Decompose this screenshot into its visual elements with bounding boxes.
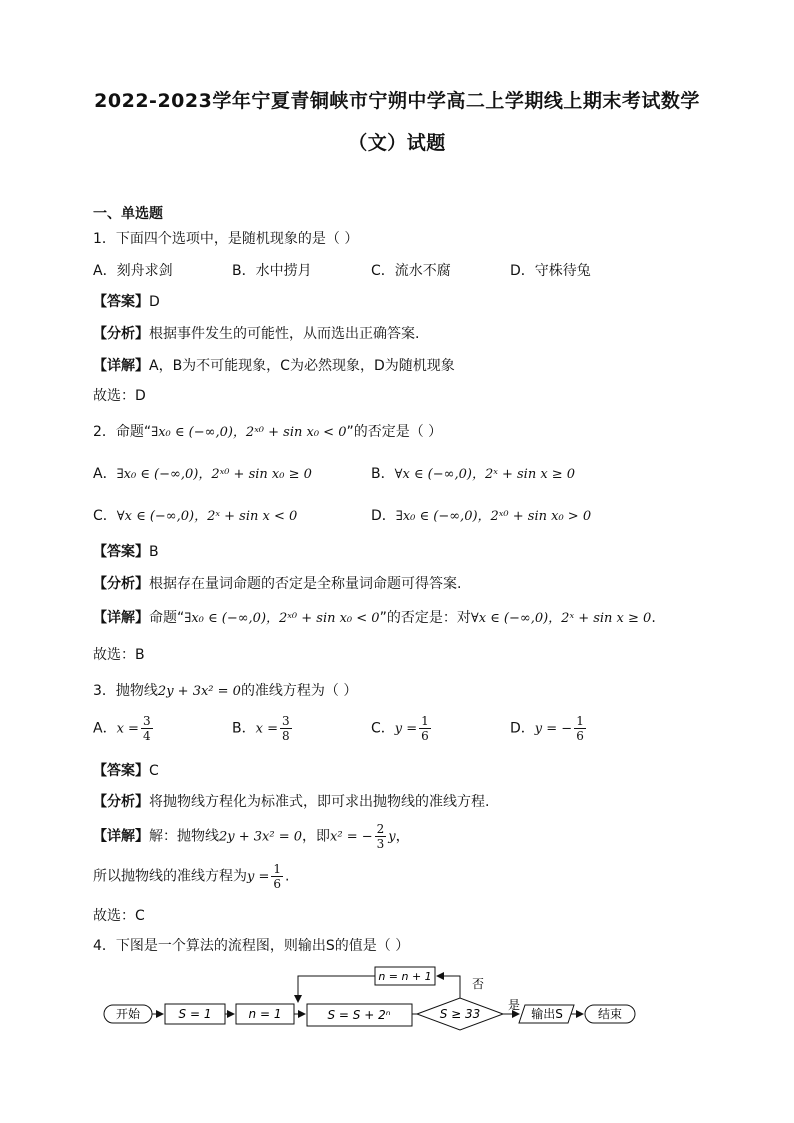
fraction-denominator: 6 [421, 729, 429, 743]
flow-init-s-label: S = 1 [178, 1007, 212, 1021]
analysis-text: 将抛物线方程化为标准式，即可求出抛物线的准线方程. [149, 794, 490, 810]
q2-stem [93, 421, 442, 441]
detail-math: ∃x₀ ∈ (−∞,0)，2ˣ⁰ + sin x₀ < 0 [184, 611, 380, 626]
flow-output-label: 输出S [531, 1007, 563, 1021]
option-math: y = − [534, 721, 573, 737]
option-fraction [141, 714, 153, 743]
detail-text: ， [395, 828, 410, 845]
analysis-tag: 【分析】 [93, 326, 149, 342]
q2-answer [93, 541, 159, 561]
section-heading: 一、单选题 [93, 206, 163, 222]
flow-no-label: 否 [472, 977, 485, 991]
q3-option-d [510, 714, 588, 743]
q2-option-c [93, 505, 297, 525]
option-label: B． [232, 720, 256, 737]
detail-fraction [271, 862, 283, 891]
flow-init-n-label: n = 1 [248, 1007, 282, 1021]
detail-fraction [375, 822, 387, 851]
q1-answer [93, 291, 160, 311]
fraction-numerator: 3 [142, 714, 151, 728]
q1-option-b: B．水中捞月 [232, 263, 312, 279]
analysis-text: 根据事件发生的可能性，从而选出正确答案. [149, 326, 420, 342]
q2-option-a [93, 463, 312, 483]
q1-detail [93, 355, 455, 375]
q3-number: 3．抛物线 [93, 683, 158, 699]
detail-text: ，即 [302, 828, 331, 845]
document-title-line-1: 2022-2023学年宁夏青铜峡市宁朔中学高二上学期线上期末考试数学 [94, 90, 700, 112]
q1-option-a: A．刻舟求剑 [93, 263, 173, 279]
option-label: A． [93, 720, 117, 737]
fraction-denominator: 4 [142, 729, 151, 743]
answer-tag: 【答案】 [93, 544, 149, 560]
detail-text: 解：抛物线 [149, 828, 219, 845]
option-label: C． [371, 720, 395, 737]
fraction-denominator: 8 [281, 729, 290, 743]
flowchart [0, 960, 794, 1040]
q1-option-d: D．守株待兔 [510, 263, 591, 279]
option-label: D． [510, 720, 535, 737]
q3-stem [93, 680, 357, 700]
option-math: ∀x ∈ (−∞,0)，2ˣ + sin x ≥ 0 [394, 467, 576, 482]
flow-end-label: 结束 [597, 1007, 623, 1021]
detail-math: y [388, 829, 396, 845]
q3-stem-math: 2y + 3x² = 0 [157, 684, 241, 699]
detail-text: ”的否定是：对 [379, 610, 471, 626]
option-math: ∀x ∈ (−∞,0)，2ˣ + sin x < 0 [116, 509, 298, 524]
q2-number: 2．命题“ [93, 424, 152, 440]
answer-value: C [149, 763, 159, 779]
q3-choose: 故选：C [93, 908, 145, 924]
detail-text: . [285, 868, 290, 885]
option-fraction [574, 714, 586, 743]
q1-stem: 1．下面四个选项中，是随机现象的是（ ） [93, 231, 359, 247]
detail-text: 所以抛物线的准线方程为 [93, 868, 247, 885]
q1-choose: 故选：D [93, 388, 146, 404]
answer-value: B [149, 544, 159, 560]
q3-analysis [93, 791, 489, 811]
option-math: x = [255, 721, 278, 737]
option-math: y = [394, 721, 418, 737]
answer-value: D [149, 294, 160, 310]
q2-analysis [93, 573, 461, 593]
analysis-text: 根据存在量词命题的否定是全称量词命题可得答案. [149, 576, 462, 592]
fraction-numerator: 3 [281, 714, 290, 728]
q1-analysis [93, 323, 419, 343]
fraction-numerator: 1 [273, 862, 282, 876]
option-math: ∃x₀ ∈ (−∞,0)，2ˣ⁰ + sin x₀ ≥ 0 [116, 467, 312, 482]
option-fraction [419, 714, 431, 743]
flow-condition-label: S ≥ 33 [439, 1007, 481, 1021]
q3-option-c [371, 714, 433, 743]
document-title-line-2: （文）试题 [348, 132, 446, 154]
fraction-denominator: 6 [273, 877, 282, 891]
option-label: B． [371, 466, 395, 482]
detail-tag: 【详解】 [93, 358, 149, 374]
q2-option-b [371, 463, 575, 483]
option-label: C． [93, 508, 117, 524]
answer-tag: 【答案】 [93, 294, 149, 310]
detail-tag: 【详解】 [93, 828, 149, 845]
option-label: D． [371, 508, 396, 524]
detail-math: y = [247, 869, 270, 885]
fraction-numerator: 2 [376, 822, 385, 836]
detail-tag: 【详解】 [93, 610, 149, 626]
q1-option-c: C．流水不腐 [371, 263, 451, 279]
q3-detail [93, 822, 410, 851]
detail-math: 2y + 3x² = 0 [219, 829, 303, 845]
analysis-tag: 【分析】 [93, 794, 149, 810]
q2-option-d [371, 505, 591, 525]
q2-choose: 故选：B [93, 647, 145, 663]
q2-detail [93, 607, 656, 627]
option-fraction [280, 714, 292, 743]
flow-start-label: 开始 [115, 1007, 141, 1021]
fraction-numerator: 1 [576, 714, 584, 728]
detail-text: 命题“ [149, 610, 185, 626]
detail-text: A，B为不可能现象，C为必然现象，D为随机现象 [149, 358, 455, 374]
q3-answer [93, 760, 159, 780]
q3-option-a [93, 714, 155, 743]
option-label: A． [93, 466, 117, 482]
answer-tag: 【答案】 [93, 763, 149, 779]
detail-text: . [651, 610, 656, 626]
q4-stem: 4．下图是一个算法的流程图，则输出S的值是（ ） [93, 938, 410, 954]
flow-increment-label: n = n + 1 [378, 970, 432, 983]
q3-detail-line-2 [93, 862, 289, 891]
q3-option-b [232, 714, 294, 743]
detail-math: x² = − [330, 829, 373, 845]
q2-stem-end: ”的否定是（ ） [346, 424, 443, 440]
flow-arrow [298, 976, 375, 1002]
option-math: ∃x₀ ∈ (−∞,0)，2ˣ⁰ + sin x₀ > 0 [395, 509, 592, 524]
q2-stem-math: ∃x₀ ∈ (−∞,0)，2ˣ⁰ + sin x₀ < 0 [151, 425, 347, 440]
flow-update-label: S = S + 2ⁿ [327, 1008, 391, 1022]
flow-yes-label: 是 [508, 998, 521, 1012]
flow-arrow [437, 976, 460, 998]
q3-stem-end: 的准线方程为（ ） [240, 683, 358, 699]
option-math: x = [116, 721, 139, 737]
analysis-tag: 【分析】 [93, 576, 149, 592]
fraction-numerator: 1 [421, 714, 429, 728]
fraction-denominator: 3 [376, 837, 385, 851]
detail-math: ∀x ∈ (−∞,0)，2ˣ + sin x ≥ 0 [470, 611, 652, 626]
fraction-denominator: 6 [576, 729, 584, 743]
